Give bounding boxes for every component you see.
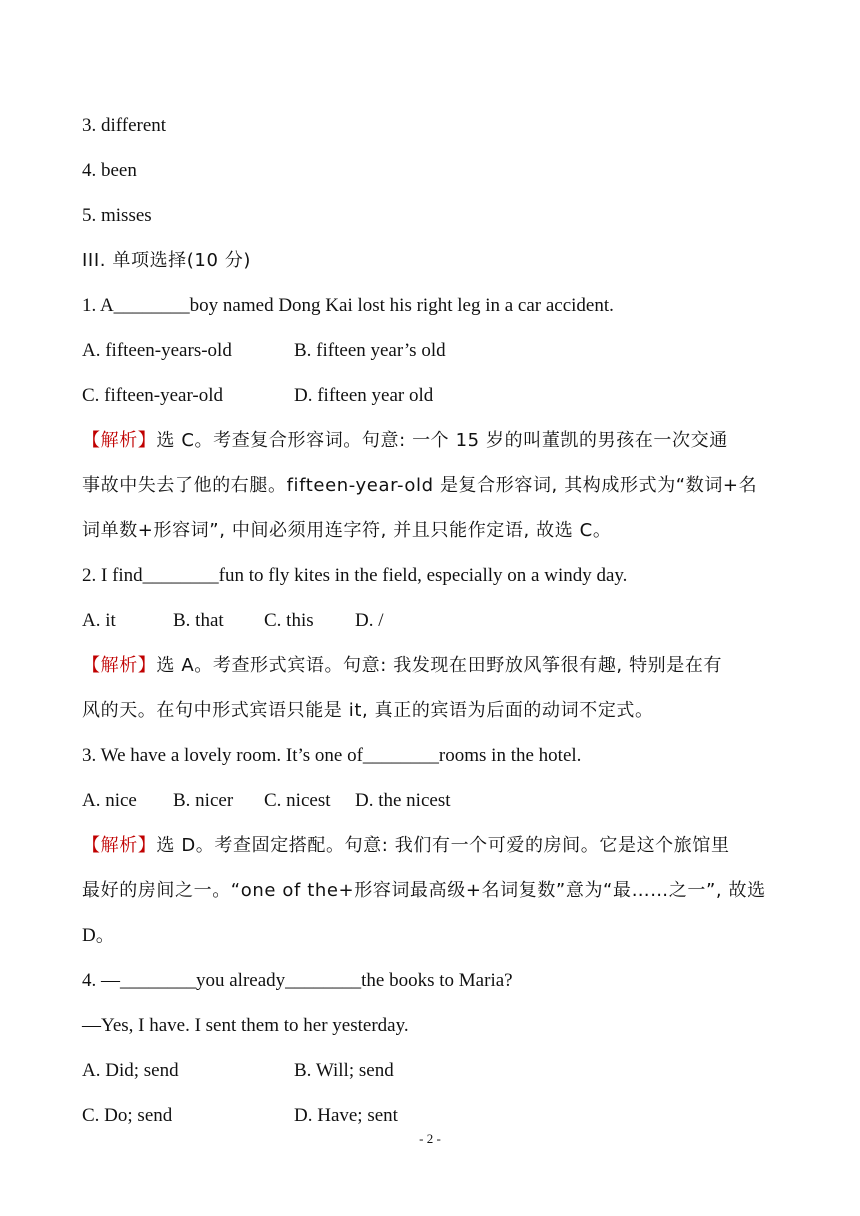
explanation-tag: 【解析】	[82, 835, 157, 856]
option-c: C. fifteen-year-old	[82, 385, 223, 406]
option-a: A. it	[82, 610, 116, 631]
explanation-3-line-2: 最好的房间之一。“one of the+形容词最高级+名词复数”意为“最……之一”, 故选	[82, 880, 766, 901]
option-c: C. nicest	[264, 790, 331, 811]
answer-4: 4. been	[82, 160, 137, 181]
question-4: 4. —________you already________the books to Maria?	[82, 970, 513, 991]
option-a: A. nice	[82, 790, 137, 811]
explanation-1-line-2: 事故中失去了他的右腿。fifteen-year-old 是复合形容词, 其构成形式为“数词+名	[82, 475, 758, 496]
explanation-1-line-3: 词单数+形容词”, 中间必须用连字符, 并且只能作定语, 故选 C。	[82, 520, 612, 541]
question-2: 2. I find________fun to fly kites in the field, especially on a windy day.	[82, 565, 628, 586]
question-1: 1. A________boy named Dong Kai lost his right leg in a car accident.	[82, 295, 614, 316]
explanation-3-line-1: 【解析】选 D。考查固定搭配。句意: 我们有一个可爱的房间。它是这个旅馆里	[82, 835, 730, 856]
explanation-2-line-2: 风的天。在句中形式宾语只能是 it, 真正的宾语为后面的动词不定式。	[82, 700, 654, 721]
option-c: C. Do; send	[82, 1105, 173, 1126]
section-heading: III. 单项选择(10 分)	[82, 250, 252, 271]
option-b: B. fifteen year’s old	[294, 340, 446, 361]
question-4-reply: —Yes, I have. I sent them to her yesterday.	[82, 1015, 409, 1036]
explanation-3-line-3: D。	[82, 925, 115, 946]
answer-3: 3. different	[82, 115, 167, 136]
option-a: A. Did; send	[82, 1060, 179, 1081]
option-d: D. fifteen year old	[294, 385, 434, 406]
explanation-1-line-1: 【解析】选 C。考查复合形容词。句意: 一个 15 岁的叫董凯的男孩在一次交通	[82, 430, 728, 451]
page-number: - 2 -	[419, 1131, 441, 1146]
explanation-2-line-1: 【解析】选 A。考查形式宾语。句意: 我发现在田野放风筝很有趣, 特别是在有	[82, 655, 723, 676]
option-c: C. this	[264, 610, 314, 631]
option-b: B. nicer	[173, 790, 234, 811]
option-b: B. that	[173, 610, 224, 631]
option-d: D. Have; sent	[294, 1105, 398, 1126]
option-d: D. the nicest	[355, 790, 451, 811]
option-d: D. /	[355, 610, 384, 631]
explanation-tag: 【解析】	[82, 430, 157, 451]
explanation-tag: 【解析】	[82, 655, 157, 676]
answer-5: 5. misses	[82, 205, 152, 226]
option-b: B. Will; send	[294, 1060, 394, 1081]
question-3: 3. We have a lovely room. It’s one of________rooms in the hotel.	[82, 745, 582, 766]
option-a: A. fifteen-years-old	[82, 340, 232, 361]
